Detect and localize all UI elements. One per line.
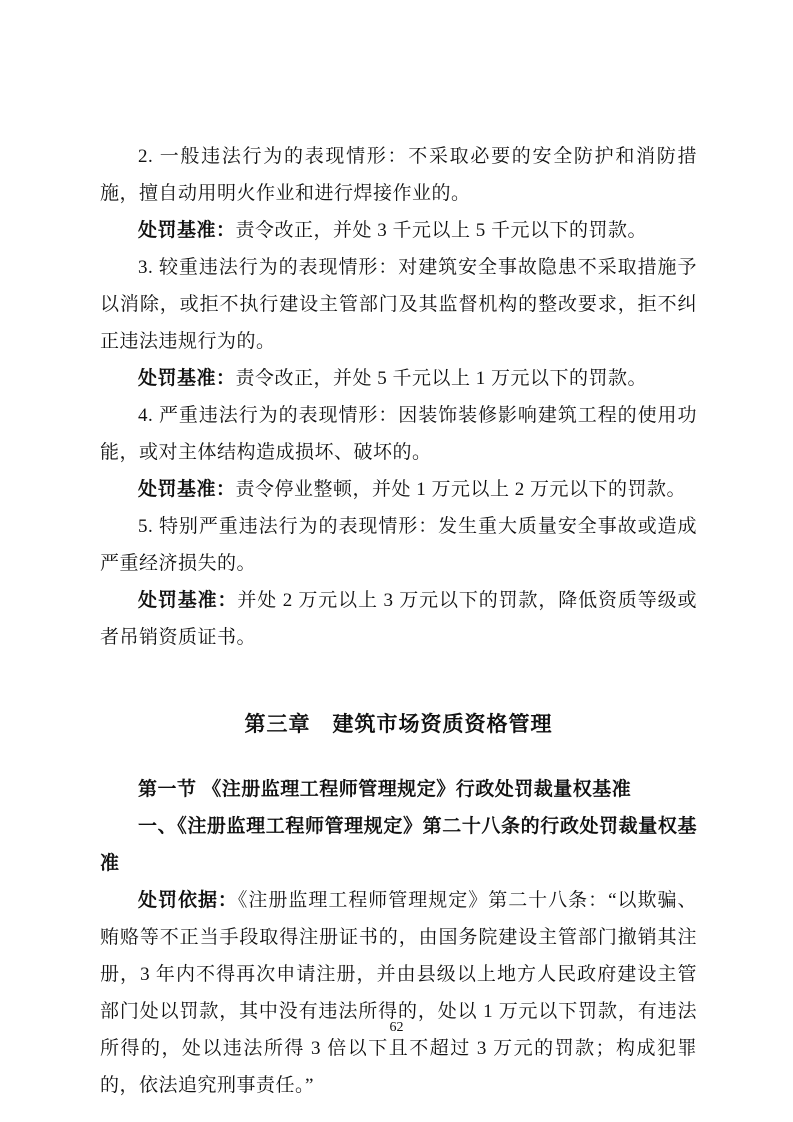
page-body [100, 138, 697, 1104]
paragraph-text: 责令改正，并处 5 千元以上 1 万元以下的罚款。 [235, 368, 648, 389]
paragraph-legal-basis [100, 882, 697, 1104]
paragraph-text: 责令停业整顿，并处 1 万元以上 2 万元以下的罚款。 [235, 479, 687, 500]
paragraph-violation-5 [100, 508, 697, 582]
paragraph-penalty-4 [100, 471, 697, 508]
subsection-heading: 一、《注册监理工程师管理规定》第二十八条的行政处罚裁量权基准 [100, 816, 697, 874]
paragraph-text: 4. 严重违法行为的表现情形：因装饰装修影响建筑工程的使用功能，或对主体结构造成损坏、破坏的。 [100, 405, 697, 463]
paragraph-violation-3 [100, 249, 697, 360]
paragraph-penalty-5 [100, 582, 697, 656]
paragraph-penalty-2 [100, 212, 697, 249]
paragraph-text: 责令改正，并处 3 千元以上 5 千元以下的罚款。 [235, 220, 648, 241]
penalty-basis-label: 处罚基准： [138, 368, 236, 389]
legal-basis-label: 处罚依据： [138, 890, 238, 911]
paragraph-violation-2 [100, 138, 697, 212]
page-number: 62 [389, 1020, 404, 1035]
paragraph-violation-4 [100, 397, 697, 471]
penalty-basis-label: 处罚基准： [138, 590, 238, 611]
penalty-basis-label: 处罚基准： [138, 479, 236, 500]
chapter-heading: 第三章 建筑市场资质资格管理 [244, 713, 553, 736]
paragraph-text: 2. 一般违法行为的表现情形：不采取必要的安全防护和消防措施，擅自动用明火作业和进行焊接作业的。 [100, 146, 697, 204]
paragraph-text: 5. 特别严重违法行为的表现情形：发生重大质量安全事故或造成严重经济损失的。 [100, 516, 697, 574]
paragraph-text: 3. 较重违法行为的表现情形：对建筑安全事故隐患不采取措施予以消除，或拒不执行建设主管部门及其监督机构的整改要求，拒不纠正违法违规行为的。 [100, 257, 697, 352]
penalty-basis-label: 处罚基准： [138, 220, 236, 241]
paragraph-penalty-3 [100, 360, 697, 397]
paragraph-text: 《注册监理工程师管理规定》第二十八条：“以欺骗、贿赂等不正当手段取得注册证书的，由国务院建设主管部门撤销其注册，3 年内不得再次申请注册，并由县级以上地方人民政府建设主管部门处以罚款，其中没有违法所得的，处以 1 万元以下罚款，有违法所得的，处以违法所得 3 倍以下且不超过 3 万元的罚款；构成犯罪的，依法追究刑事责任。” [100, 890, 697, 1096]
section-heading: 第一节 《注册监理工程师管理规定》行政处罚裁量权基准 [138, 779, 632, 800]
paragraph-text: 并处 2 万元以上 3 万元以下的罚款，降低资质等级或者吊销资质证书。 [100, 590, 697, 648]
